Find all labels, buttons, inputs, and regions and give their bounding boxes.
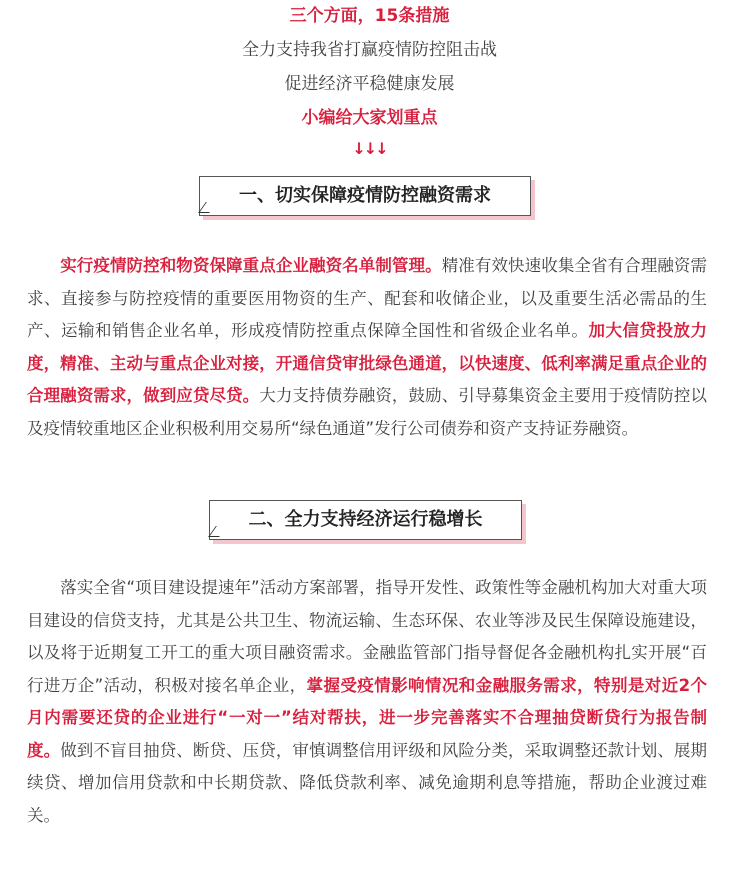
down-arrows-icon: ↓↓↓ [352,139,387,158]
section-1-text-1: 精准有效快速收集全省有合理融资需求、直接参与防控疫情的重要医用物资的生产、配套和收储企业，以及重要生活必需品的生产、运输和销售企业名单，形成疫情防控重点保障全国性和省级企业名单。 [27,256,708,340]
section-2-text-1: 落实全省“项目建设提速年”活动方案部署，指导开发性、政策性等金融机构加大对重大项目建设的信贷支持，尤其是公共卫生、物流运输、生态环保、农业等涉及民生保障设施建设，以及将于近期复工开工的重大项目融资需求。金融监管部门指导督促各金融机构扎实开展“百行进万企”活动，积极对接名单企业， [27,578,708,695]
section-2-paragraph [27,572,707,832]
section-1-title-box [199,176,531,216]
intro-highlight: 小编给大家划重点 [301,108,438,128]
intro-line-2: 促进经济平稳健康发展 [284,74,455,94]
intro-headline: 三个方面，15条措施 [289,6,450,26]
section-1-text-2: 大力支持债券融资，鼓励、引导募集资金主要用于疫情防控以及疫情较重地区企业积极利用交易所“绿色通道”发行公司债券和资产支持证券融资。 [27,386,708,438]
section-1-title: 一、切实保障疫情防控融资需求 [239,185,491,206]
paragraph-indent [27,578,60,597]
section-2-emphasis-1: 掌握受疫情影响情况和金融服务需求，特别是对近2个月内需要还贷的企业进行“一对一”结对帮扶，进一步完善落实不合理抽贷断贷行为报告制度。 [27,675,707,760]
section-2-title-box [209,500,522,540]
corner-mark-icon [198,202,217,213]
paragraph-indent [27,256,60,275]
section-2-title: 二、全力支持经济运行稳增长 [248,509,483,530]
section-1-emphasis-1: 实行疫情防控和物资保障重点企业融资名单制管理。 [60,256,442,275]
intro-line-1: 全力支持我省打赢疫情防控阻击战 [242,40,497,60]
section-1-paragraph [27,250,707,445]
corner-mark-icon [208,526,227,537]
section-2-text-2: 做到不盲目抽贷、断贷、压贷，审慎调整信用评级和风险分类，采取调整还款计划、展期续贷、增加信用贷款和中长期贷款、降低贷款利率、减免逾期利息等措施，帮助企业渡过难关。 [27,740,708,825]
section-1-emphasis-2: 加大信贷投放力度，精准、主动与重点企业对接，开通信贷审批绿色通道，以快速度、低利率满足重点企业的合理融资需求，做到应贷尽贷。 [27,321,708,405]
